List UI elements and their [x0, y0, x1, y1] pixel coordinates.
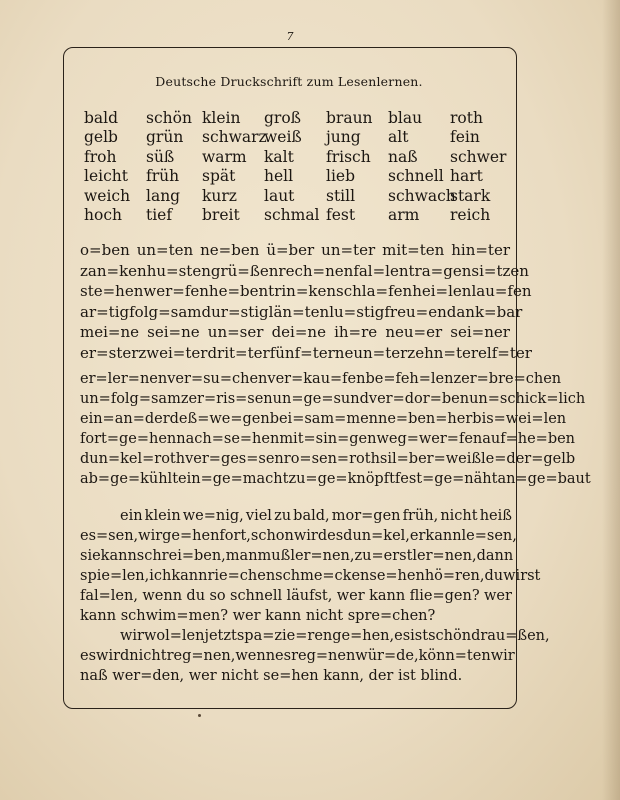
paragraph-word: kann — [171, 568, 208, 584]
word-cell: weich — [84, 186, 131, 205]
paragraph-word: ler=nen, — [412, 548, 477, 564]
reading-paragraph-2 — [80, 626, 550, 686]
word-cell: schwarz — [202, 128, 267, 147]
paragraph-word: du — [484, 568, 504, 584]
paragraph-word: fal=len, — [80, 588, 138, 604]
word-cell: schnell — [388, 167, 444, 186]
paragraph-word: es — [394, 628, 411, 644]
syllable-word: schla=fen — [336, 282, 413, 301]
paragraph-word: ge=hen, — [332, 628, 395, 644]
paragraph-word: du — [186, 588, 206, 604]
paragraph-word: ich — [149, 568, 172, 584]
word-grid-row — [84, 128, 504, 148]
syllable-word: ih=re — [334, 323, 378, 342]
syllable-word: sei=ner — [450, 323, 510, 342]
paragraph-word: heiß — [479, 508, 512, 524]
paragraph-word: schrei=ben, — [136, 548, 226, 564]
compound-word: fort=ge=hen — [80, 431, 177, 447]
paragraph-word: jetzt — [204, 628, 237, 644]
syllable-word: un=ter — [321, 241, 376, 260]
compound-word: zu=ge=knöpft — [288, 471, 395, 487]
paragraph-word: ein — [120, 508, 143, 524]
word-cell: still — [326, 186, 356, 205]
compound-word: ver=su=chen — [167, 371, 268, 387]
syllable-word: un=ten — [136, 241, 194, 260]
paragraph-word: es — [80, 648, 97, 664]
paragraph-word: se=hen — [369, 568, 425, 584]
word-cell: schwer — [450, 147, 507, 166]
word-cell: weiß — [264, 128, 302, 147]
syllable-word: freu=en — [384, 302, 447, 321]
word-cell: leicht — [84, 167, 128, 186]
paragraph-word: ist — [410, 628, 429, 644]
word-cell: frisch — [326, 147, 371, 166]
word-cell: fein — [450, 128, 480, 147]
syllable-word: ne=ben — [200, 241, 260, 260]
paragraph-word: zu — [274, 508, 292, 524]
syllable-word: lau=fen — [471, 282, 532, 301]
word-cell: froh — [84, 147, 117, 166]
paragraph-word: schnell — [230, 588, 283, 604]
word-cell: schön — [146, 108, 192, 127]
syllable-word: mei=ne — [80, 323, 140, 342]
word-cell: reich — [450, 206, 491, 225]
syllable-word: mit=ten — [382, 241, 445, 260]
syllable-row — [80, 240, 510, 261]
syllable-word: trin=ken — [268, 282, 337, 301]
paragraph-word: flie=gen? — [409, 588, 480, 604]
ink-speck — [198, 714, 201, 717]
syllable-word: ü=ber — [266, 241, 315, 260]
paragraph-word: nicht — [440, 508, 478, 524]
word-cell: roth — [450, 108, 483, 127]
syllable-word: o=ben — [80, 241, 130, 260]
word-cell: blau — [388, 108, 423, 127]
paragraph-line — [80, 546, 512, 566]
paragraph-word: wenn — [142, 588, 183, 604]
compound-row — [80, 369, 562, 389]
paragraph-word: ler=nen, — [290, 548, 355, 564]
paragraph-word: sie — [80, 548, 101, 564]
syllable-word: elf=ter — [478, 343, 532, 362]
syllable-word: dur=stig — [201, 302, 269, 321]
syllable-word: hu=sten — [146, 261, 211, 280]
paragraph-word: fort, — [219, 528, 251, 544]
syllable-word-rows — [80, 240, 532, 363]
syllable-word: län=ten — [268, 302, 330, 321]
syllable-word: hei=len — [412, 282, 472, 301]
compound-word: ein=an=der — [80, 411, 170, 427]
word-grid-row — [84, 186, 504, 206]
word-cell: schwach — [388, 186, 456, 205]
compound-word: mit=sin=gen — [279, 431, 377, 447]
word-cell: arm — [388, 206, 420, 225]
paragraph-word: hö=ren, — [424, 568, 485, 584]
word-cell: bald — [84, 108, 119, 127]
compound-word: un=schick=lich — [469, 391, 586, 407]
syllable-word: zan=ken — [80, 261, 147, 280]
paragraph-word: spie=len, — [80, 568, 150, 584]
word-grid-row — [84, 147, 507, 167]
paragraph-word: wür=de, — [355, 648, 419, 664]
syllable-word: fal=len — [353, 261, 409, 280]
compound-word: an=ge=baut — [497, 471, 591, 487]
compound-word: deß=we=gen — [169, 411, 270, 427]
word-cell: braun — [326, 108, 373, 127]
page-title: Deutsche Druckschrift zum Lesenlernen. — [155, 74, 423, 89]
paragraph-word: schme=cken — [275, 568, 370, 584]
word-cell: hell — [264, 167, 294, 186]
syllable-row — [80, 322, 510, 343]
paragraph-word: drau=ßen, — [471, 628, 550, 644]
paragraph-word: reg=nen, — [166, 648, 236, 664]
compound-row — [80, 389, 586, 409]
paragraph-word: we=nig, — [182, 508, 244, 524]
word-cell: naß — [388, 147, 418, 166]
paragraph-word: spa=zie=ren — [236, 628, 333, 644]
paragraph-word: wir — [138, 528, 163, 544]
syllable-word: dei=ne — [271, 323, 326, 342]
paragraph-word: klein — [144, 508, 181, 524]
syllable-word: grü=ßen — [210, 261, 279, 280]
paragraph-word: wirst — [503, 568, 541, 584]
compound-word: ab=ge=kühlt — [80, 471, 179, 487]
compound-word: ro=sen=roth — [283, 451, 380, 467]
paragraph-word: schon — [250, 528, 294, 544]
word-cell: hart — [450, 167, 483, 186]
reading-paragraph-1 — [80, 506, 541, 626]
paragraph-word: reg=nen — [291, 648, 356, 664]
word-cell: fest — [326, 206, 356, 225]
compound-word: er=ler=nen — [80, 371, 168, 387]
compound-row — [80, 429, 576, 449]
compound-word: zer=ris=sen — [180, 391, 273, 407]
word-cell: kalt — [264, 147, 294, 166]
paragraph-word: wird — [293, 528, 328, 544]
compound-word: dun=kel=roth — [80, 451, 186, 467]
compound-word: nach=se=hen — [176, 431, 280, 447]
paragraph-word: muß — [257, 548, 291, 564]
paragraph-word: wenn — [235, 648, 276, 664]
compound-word-rows — [80, 369, 591, 489]
syllable-word: hin=ter — [451, 241, 510, 260]
word-cell: laut — [264, 186, 295, 205]
paragraph-word: es=sen, — [80, 528, 139, 544]
word-cell: lieb — [326, 167, 356, 186]
compound-word: ver=dor=ben — [368, 391, 470, 407]
compound-word: bis=wei=len — [472, 411, 567, 427]
compound-row — [80, 409, 567, 429]
paragraph-word: wir — [120, 628, 144, 644]
syllable-word: neu=er — [385, 323, 443, 342]
paragraph-word: er — [409, 528, 426, 544]
word-cell: lang — [146, 186, 181, 205]
compound-word: le=der=gelb — [481, 451, 576, 467]
word-cell: grün — [146, 128, 184, 147]
paragraph-line — [80, 566, 541, 586]
word-cell: süß — [146, 147, 175, 166]
syllable-word: si=tzen — [471, 261, 529, 280]
paragraph-word: viel — [245, 508, 272, 524]
syllable-word: lu=stig — [329, 302, 385, 321]
paragraph-line — [80, 626, 550, 646]
syllable-word: ar=tig — [80, 302, 130, 321]
syllable-row — [80, 343, 532, 364]
page-number: 7 — [286, 30, 294, 43]
paragraph-word: rie=chen — [207, 568, 276, 584]
compound-word: ne=ben=her — [378, 411, 473, 427]
paragraph-word: mor=gen — [331, 508, 401, 524]
paragraph-word: man — [225, 548, 258, 564]
paragraph-line — [80, 506, 512, 526]
paragraph-word: wir — [490, 648, 515, 664]
compound-word: un=folg=sam — [80, 391, 181, 407]
word-cell: groß — [264, 108, 302, 127]
word-cell: kurz — [202, 186, 237, 205]
paragraph-word: dann — [476, 548, 514, 564]
paragraph-word: könn=ten — [418, 648, 491, 664]
paragraph-word: wird — [96, 648, 130, 664]
compound-word: sil=ber=weiß — [379, 451, 482, 467]
compound-word: auf=he=ben — [482, 431, 576, 447]
paragraph-word: bald, — [293, 508, 330, 524]
paragraph-word: es — [275, 648, 292, 664]
paragraph-word: früh, — [402, 508, 439, 524]
adjective-word-grid — [84, 108, 507, 225]
paragraph-word: wol=len — [143, 628, 205, 644]
compound-word: un=ge=sund — [272, 391, 369, 407]
paragraph-word: nicht — [129, 648, 167, 664]
compound-word: bei=sam=men — [269, 411, 378, 427]
syllable-word: drit=ter — [207, 343, 270, 362]
paragraph-word: schön — [428, 628, 472, 644]
paragraph-word: kann — [425, 528, 462, 544]
word-cell: warm — [202, 147, 247, 166]
paragraph-line — [80, 526, 517, 546]
paragraph-word: so — [209, 588, 226, 604]
syllable-row — [80, 302, 523, 323]
syllable-word: sei=ne — [147, 323, 200, 342]
syllable-word: zwei=ter — [138, 343, 208, 362]
syllable-word: folg=sam — [129, 302, 202, 321]
word-cell: jung — [326, 128, 361, 147]
syllable-word: zehn=ter — [407, 343, 479, 362]
paragraph-word: wer — [336, 588, 365, 604]
word-cell: hoch — [84, 206, 122, 225]
word-cell: spät — [202, 167, 236, 186]
paragraph-word: läufst, — [286, 588, 333, 604]
word-cell: klein — [202, 108, 241, 127]
paragraph-word: wer — [484, 588, 512, 604]
paragraph-word: kann — [369, 588, 406, 604]
paragraph-word: ge=hen — [162, 528, 220, 544]
word-cell: breit — [202, 206, 240, 225]
compound-word: fest=ge=näht — [394, 471, 498, 487]
syllable-word: he=ben — [208, 282, 269, 301]
paragraph-line: naß wer=den, wer nicht se=hen kann, der ist blind. — [80, 668, 463, 684]
word-cell: tief — [146, 206, 173, 225]
syllable-row — [80, 261, 529, 282]
word-grid-row — [84, 108, 504, 128]
syllable-word: ste=hen — [80, 282, 144, 301]
syllable-row — [80, 281, 532, 302]
syllable-word: dank=bar — [446, 302, 523, 321]
syllable-word: neun=ter — [334, 343, 408, 362]
word-grid-row — [84, 206, 504, 226]
syllable-word: wer=fen — [143, 282, 209, 301]
compound-word: ver=kau=fen — [267, 371, 366, 387]
paragraph-word: dun=kel, — [343, 528, 410, 544]
page-spine-shadow — [602, 0, 620, 800]
compound-row — [80, 449, 576, 469]
compound-word: be=feh=len — [365, 371, 454, 387]
word-cell: stark — [450, 186, 491, 205]
syllable-word: tra=gen — [408, 261, 472, 280]
paragraph-word: es — [327, 528, 344, 544]
compound-row — [80, 469, 591, 489]
word-cell: früh — [146, 167, 180, 186]
paragraph-line — [80, 646, 515, 666]
paragraph-line — [80, 586, 512, 606]
syllable-word: fünf=ter — [269, 343, 335, 362]
compound-word: ein=ge=macht — [178, 471, 289, 487]
word-grid-row — [84, 167, 504, 187]
syllable-word: un=ser — [207, 323, 264, 342]
paragraph-word: kann — [100, 548, 137, 564]
syllable-word: er=ster — [80, 343, 139, 362]
syllable-word: rech=nen — [278, 261, 354, 280]
compound-word: weg=wer=fen — [376, 431, 483, 447]
word-cell: schmal — [264, 206, 320, 225]
word-cell: alt — [388, 128, 409, 147]
word-cell: gelb — [84, 128, 118, 147]
compound-word: ver=ges=sen — [185, 451, 284, 467]
paragraph-word: le=sen, — [461, 528, 517, 544]
paragraph-word: zu=erst — [354, 548, 413, 564]
paragraph-line: kann schwim=men? wer kann nicht spre=chen? — [80, 608, 436, 624]
compound-word: zer=bre=chen — [453, 371, 562, 387]
